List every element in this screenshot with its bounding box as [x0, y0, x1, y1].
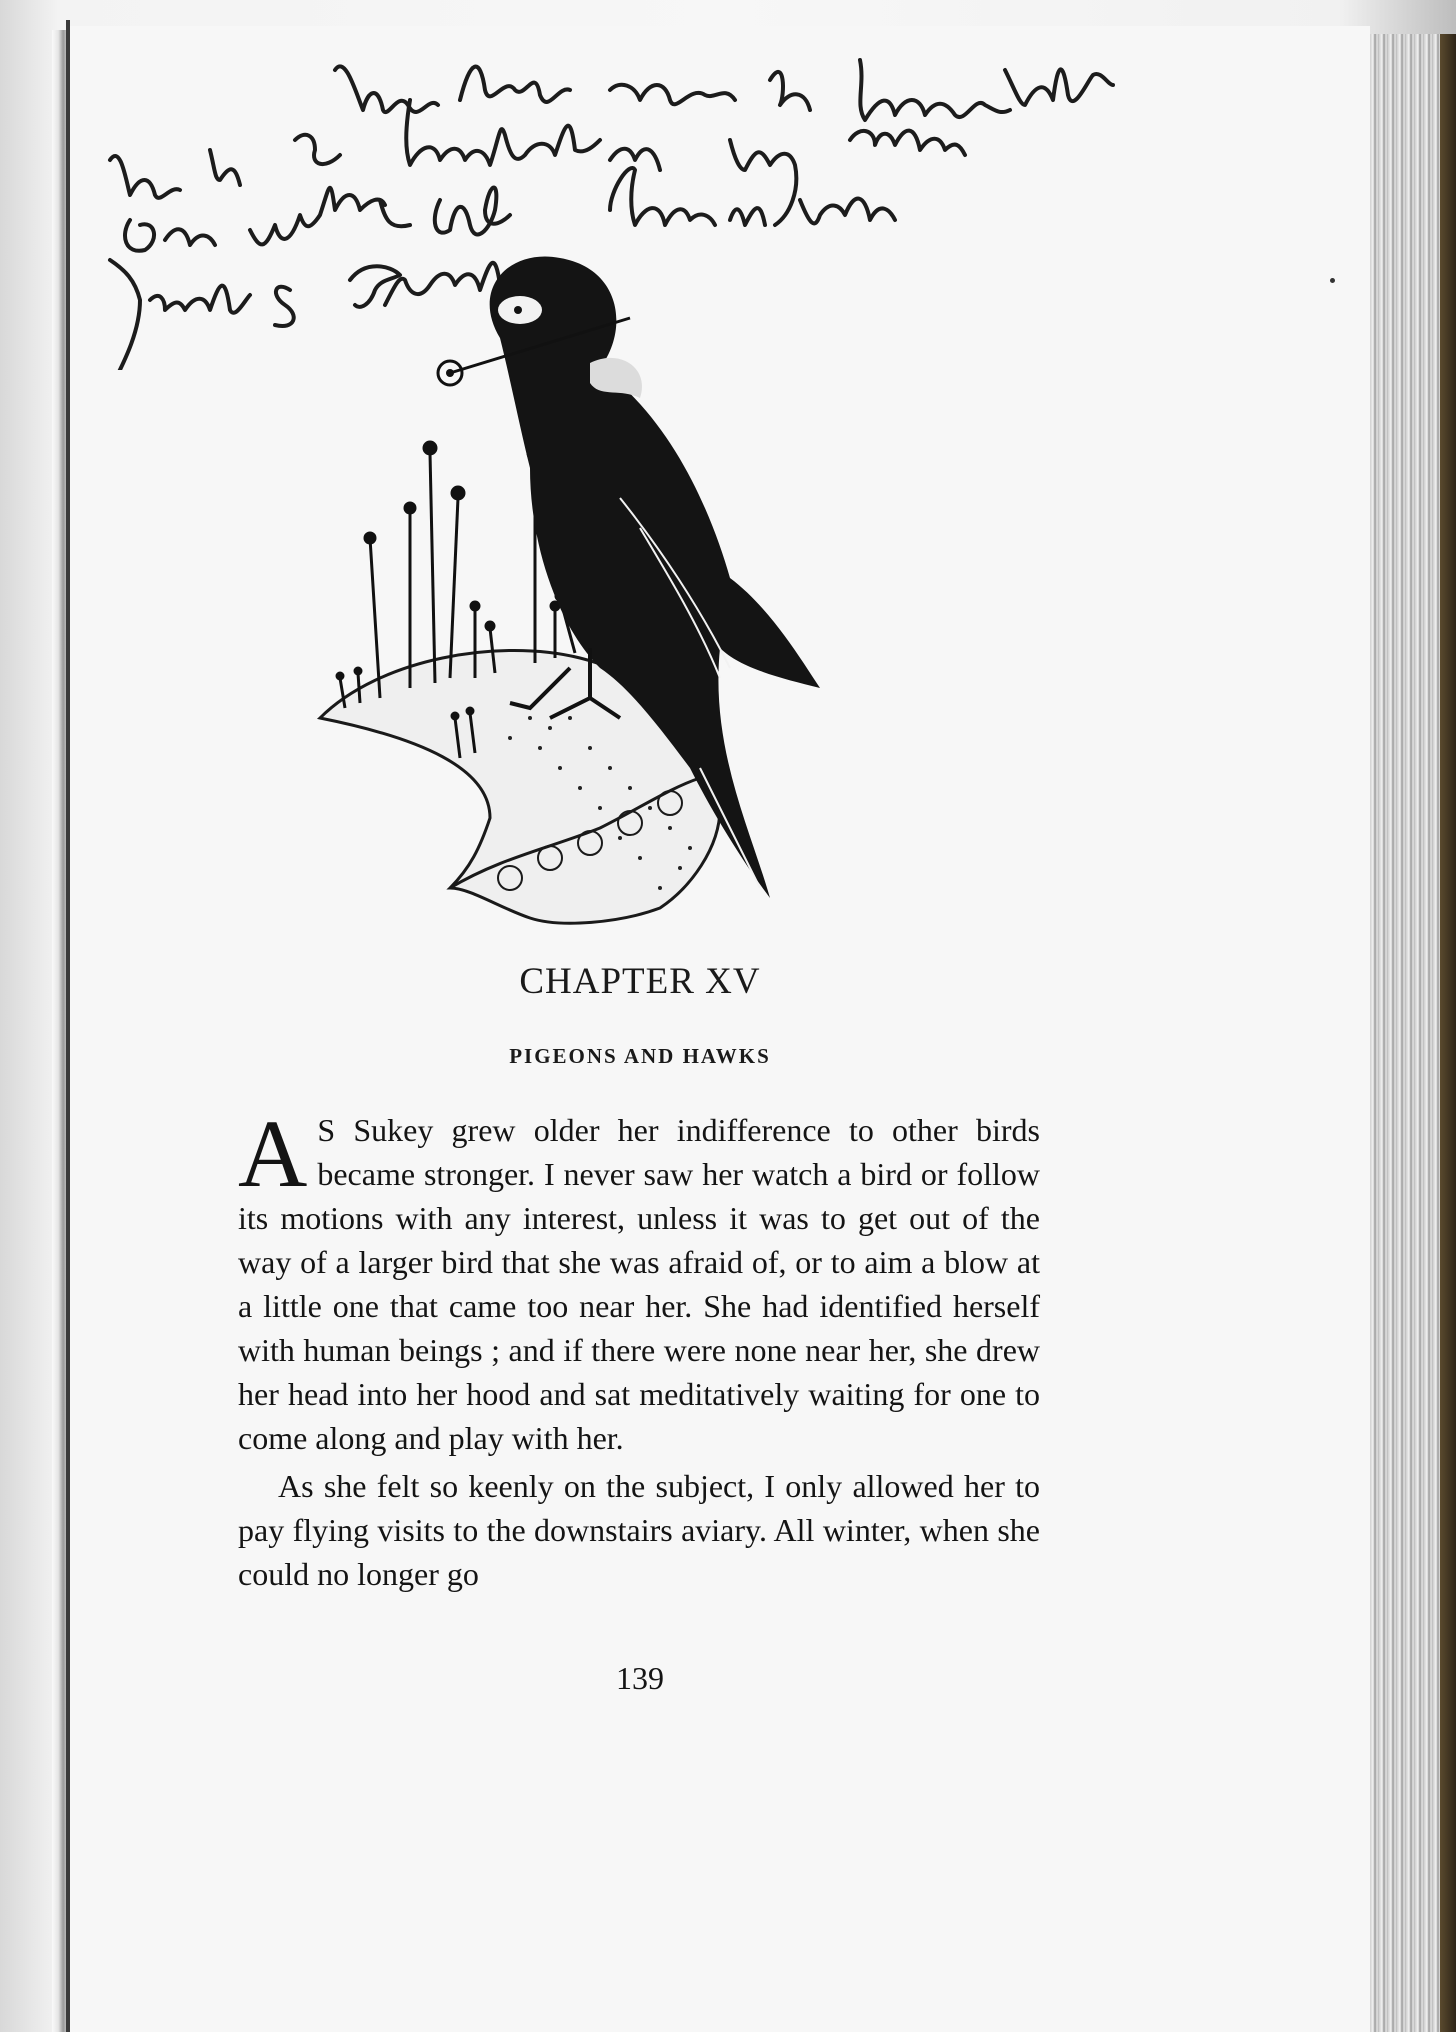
chapter-subtitle: PIGEONS AND HAWKS — [509, 1044, 771, 1068]
paragraph-2: As she felt so keenly on the subject, I only allowed her to pay flying visits to the downstairs aviary. All winter, when she could no longer go — [238, 1468, 1040, 1592]
gutter-line — [66, 20, 70, 2032]
chapter-title: CHAPTER XV — [519, 961, 761, 1002]
bird-on-pincushion-image — [300, 248, 860, 928]
paragraph-1 — [238, 1100, 1040, 1460]
chapter-body — [238, 1100, 1040, 1596]
paragraph-1-text: S Sukey grew older her indifference to other birds became stronger. I never saw her watch a bird or follow its motions with any interest, unless it was to get out of the way of a larger bird that she was afraid of, or to aim a blow at a little one that came too near her. She had identified herself with human beings ; and if there were none near her, she drew her head into her hood and sat meditatively waiting for one to come along and play with her. — [238, 1112, 1040, 1456]
page-number: 139 — [616, 1660, 664, 1696]
book-cover-edge — [1440, 34, 1456, 2032]
bird-illustration — [300, 248, 860, 928]
drop-cap: A — [238, 1100, 308, 1207]
